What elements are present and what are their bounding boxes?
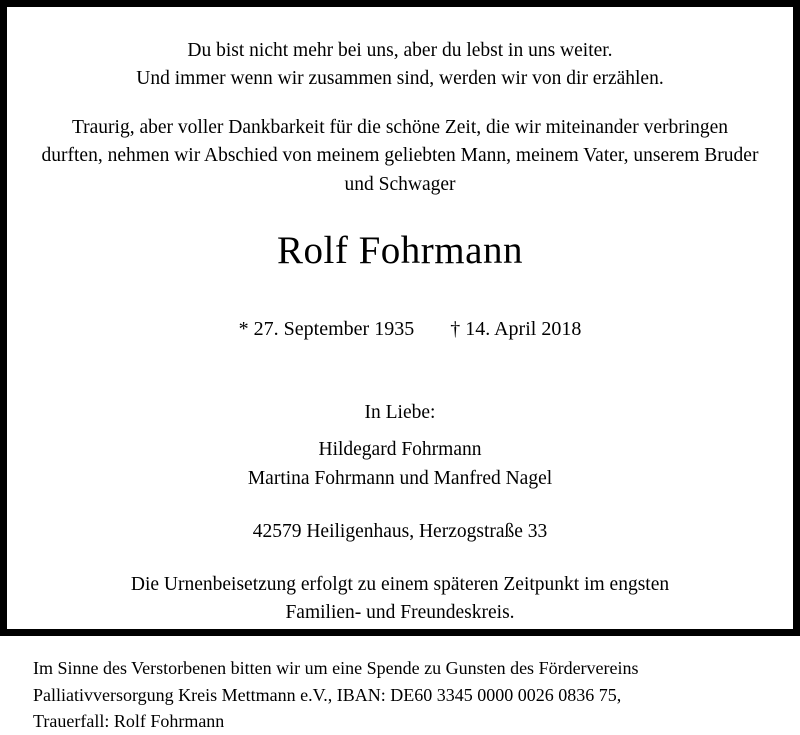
memorial-quote xyxy=(33,37,767,92)
intro-text xyxy=(33,114,767,198)
intro-text-line: und Schwager xyxy=(344,173,456,195)
in-love-label: In Liebe: xyxy=(364,401,436,423)
memorial-quote-line: Du bist nicht mehr bei uns, aber du lebst in uns weiter. xyxy=(187,40,613,61)
memorial-quote-line: Und immer wenn wir zusammen sind, werden wir von dir erzählen. xyxy=(136,67,664,89)
death-date: † 14. April 2018 xyxy=(450,317,582,340)
life-dates xyxy=(33,295,767,364)
deceased-name: Rolf Fohrmann xyxy=(277,228,523,272)
family-member: Hildegard Fohrmann xyxy=(318,438,482,460)
donation-note xyxy=(33,655,767,734)
intro-text-line: durften, nehmen wir Abschied von meinem geliebten Mann, meinem Vater, unserem Bruder xyxy=(41,145,759,167)
birth-date: * 27. September 1935 xyxy=(238,317,415,340)
ceremony-note-line: Familien- und Freundeskreis. xyxy=(285,602,515,624)
address: 42579 Heiligenhaus, Herzogstraße 33 xyxy=(252,521,548,542)
family-members xyxy=(33,435,767,494)
family-member: Martina Fohrmann und Manfred Nagel xyxy=(247,467,553,489)
ceremony-note xyxy=(33,571,767,627)
donation-note-line: Palliativversorgung Kreis Mettmann e.V., IBAN: DE60 3345 0000 0026 0836 75, xyxy=(33,684,622,705)
ceremony-note-line: Die Urnenbeisetzung erfolgt zu einem späteren Zeitpunkt im engsten xyxy=(130,574,670,595)
donation-note-line: Trauerfall: Rolf Fohrmann xyxy=(33,711,225,732)
donation-note-line: Im Sinne des Verstorbenen bitten wir um eine Spende zu Gunsten des Fördervereins xyxy=(33,658,639,679)
intro-text-line: Traurig, aber voller Dankbarkeit für die schöne Zeit, die wir miteinander verbringen xyxy=(71,117,729,139)
